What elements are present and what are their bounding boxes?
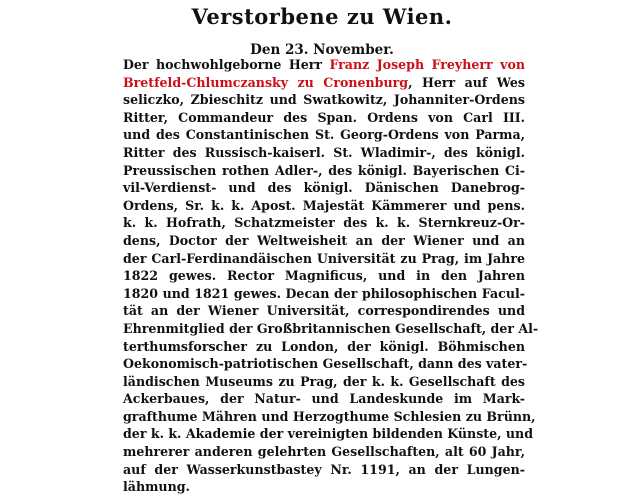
- line-text: Ordens, Sr. k. k. Apost. Majestät Kämmerer und pens.: [123, 197, 525, 213]
- line-text: Ritter des Russisch-kaiserl. St. Wladimir-, des königl.: [123, 144, 525, 160]
- text-line: [123, 338, 525, 356]
- text-line: [123, 214, 525, 232]
- line-text: mehrerer anderen gelehrten Gesellschaften, alt 60 Jahr,: [123, 444, 525, 460]
- text-line: [123, 250, 525, 268]
- text-line: [123, 232, 525, 250]
- text-line: [123, 285, 525, 303]
- line-text: 1820 und 1821 gewes. Decan der philosophischen Facul-: [123, 285, 525, 301]
- text-line: [123, 320, 539, 338]
- line-text: lähmung.: [123, 479, 190, 495]
- line-text: der Carl-Ferdinandäischen Universität zu Prag, im Jahre: [123, 250, 525, 266]
- text-line: [123, 91, 525, 109]
- highlighted-name: Bretfeld-Chlumczansky zu Cronenburg: [123, 74, 409, 90]
- text-line: [123, 443, 525, 461]
- text-line: [123, 74, 525, 92]
- text-line: [123, 390, 525, 408]
- line-text: vil-Verdienst- und des königl. Dänischen Danebrog-: [123, 180, 525, 196]
- text-line: [123, 109, 525, 127]
- text-line: [123, 162, 525, 180]
- obituary-text: [123, 56, 539, 496]
- line-text: Ackerbaues, der Natur- und Landeskunde im Mark-: [123, 391, 525, 407]
- text-line: [123, 56, 525, 74]
- line-text: auf der Wasserkunstbastey Nr. 1191, an der Lungen-: [123, 461, 525, 477]
- text-line: [123, 408, 536, 426]
- line-text: ländischen Museums zu Prag, der k. k. Gesellschaft des: [123, 373, 525, 389]
- line-text: , Herr auf Wes: [408, 74, 525, 90]
- line-text: terthumsforscher zu London, der königl. Böhmischen: [123, 338, 525, 354]
- line-text: k. k. Hofrath, Schatzmeister des k. k. Sternkreuz-Or-: [123, 215, 525, 231]
- text-line: [123, 179, 525, 197]
- text-line: [123, 144, 525, 162]
- text-line: [123, 478, 525, 496]
- line-text: Preussischen rothen Adler-, des königl. Bayerischen Ci-: [123, 162, 525, 178]
- line-text: der k. k. Akademie der vereinigten bildenden Künste, und: [123, 426, 534, 442]
- line-text: seliczko, Zbieschitz und Swatkowitz, Johanniter-Ordens: [123, 92, 525, 108]
- highlighted-name: Franz Joseph Freyherr von: [329, 57, 525, 72]
- text-line: [123, 267, 525, 285]
- text-line: [123, 302, 525, 320]
- line-text: und des Constantinischen St. Georg-Ordens von Parma,: [123, 127, 525, 143]
- text-line: [123, 425, 534, 443]
- line-text: Ehrenmitglied der Großbritannischen Gesellschaft, der Al-: [123, 320, 539, 336]
- line-text: grafthume Mähren und Herzogthume Schlesien zu Brünn,: [123, 408, 536, 424]
- dateline: Den 23. November.: [250, 42, 394, 58]
- line-text: Oekonomisch-patriotischen Gesellschaft, dann des vater-: [123, 356, 528, 372]
- text-line: [123, 197, 525, 215]
- line-text: Ritter, Commandeur des Span. Ordens von Carl III.: [123, 109, 525, 125]
- line-text: dens, Doctor der Weltweisheit an der Wiener und an: [123, 232, 525, 248]
- text-line: [123, 355, 528, 373]
- text-line: [123, 126, 525, 144]
- section-heading: Verstorbene zu Wien.: [191, 4, 453, 29]
- line-text: 1822 gewes. Rector Magnificus, und in den Jahren: [123, 268, 525, 284]
- text-line: [123, 373, 525, 391]
- line-text: Der hochwohlgeborne Herr: [123, 57, 330, 72]
- line-text: tät an der Wiener Universität, correspondirendes und: [123, 303, 525, 319]
- text-line: [123, 461, 525, 479]
